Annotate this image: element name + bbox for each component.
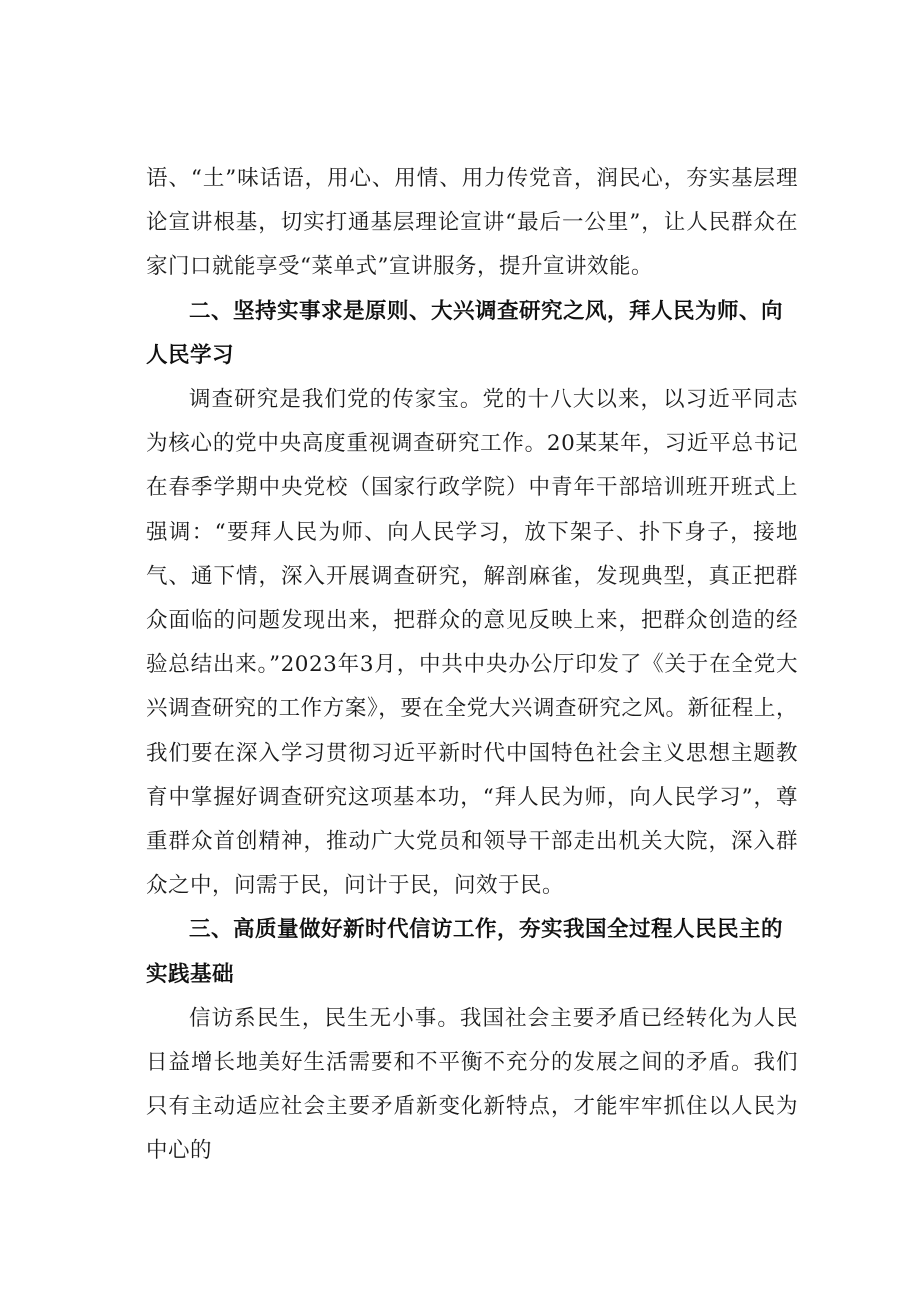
paragraph-investigation: 调查研究是我们党的传家宝。党的十八大以来，以习近平同志为核心的党中央高度重视调查研究工作。20某某年，习近平总书记在春季学期中央党校（国家行政学院）中青年干部培训班开班式上强调：“要拜人民为师、向人民学习，放下架子、扑下身子，接地气、通下情，深入开展调查研究，解剖麻雀，发现典型，真正把群众面临的问题发现出来，把群众的意见反映上来，把群众创造的经验总结出来。”2023年3月，中共中央办公厅印发了《关于在全党大兴调查研究的工作方案》，要在全党大兴调查研究之风。新征程上，我们要在深入学习贯彻习近平新时代中国特色社会主义思想主题教育中掌握好调查研究这项基本功，“拜人民为师，向人民学习”，尊重群众首创精神，推动广大党员和领导干部走出机关大院，深入群众之中，问需于民，问计于民，问效于民。 [146,387,798,899]
document-body [146,157,798,1174]
section-heading-2: 二、坚持实事求是原则、大兴调查研究之风，拜人民为师、向人民学习 [146,298,784,368]
section-heading-3: 三、高质量做好新时代信访工作，夯实我国全过程人民民主的实践基础 [146,917,784,987]
paragraph-petition: 信访系民生，民生无小事。我国社会主要矛盾已经转化为人民日益增长地美好生活需要和不平衡不充分的发展之间的矛盾。我们只有主动适应社会主要矛盾新变化新特点，才能牢牢抓住以人民为中心的 [146,1005,798,1164]
paragraph-continued: 语、“土”味话语，用心、用情、用力传党音，润民心，夯实基层理论宣讲根基，切实打通基层理论宣讲“最后一公里”，让人民群众在家门口就能享受“菜单式”宣讲服务，提升宣讲效能。 [146,166,798,280]
